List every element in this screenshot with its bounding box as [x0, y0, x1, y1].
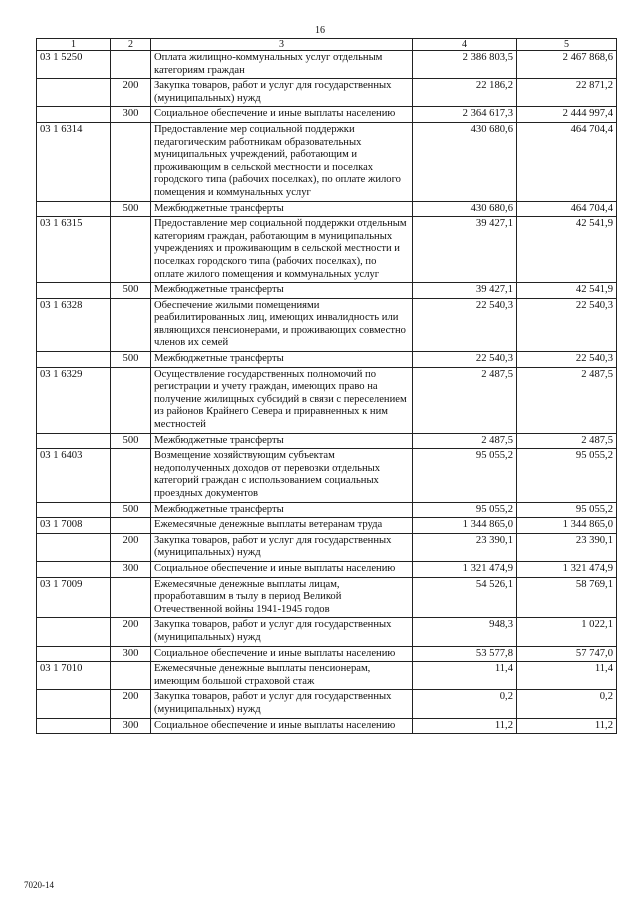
- table-row: [37, 283, 617, 299]
- expense-type-cell: [111, 217, 151, 283]
- amount-year2-cell: 2 444 997,4: [517, 107, 617, 123]
- amount-year1-cell: 11,4: [413, 662, 517, 690]
- target-code-cell: [37, 433, 111, 449]
- amount-year1-cell: 95 055,2: [413, 449, 517, 502]
- target-code-cell: [37, 533, 111, 561]
- description-cell: Ежемесячные денежные выплаты пенсионерам, имеющим большой страховой стаж: [151, 662, 413, 690]
- table-header-row: [37, 39, 617, 51]
- expense-type-cell: 200: [111, 533, 151, 561]
- target-code-cell: [37, 618, 111, 646]
- table-row: [37, 79, 617, 107]
- target-code-cell: 03 1 6403: [37, 449, 111, 502]
- description-cell: Возмещение хозяйствующим субъектам недополученных доходов от перевозки отдельных категорий граждан с использованием социальных проездных документов: [151, 449, 413, 502]
- expense-type-cell: [111, 662, 151, 690]
- target-code-cell: [37, 690, 111, 718]
- description-cell: Осуществление государственных полномочий по регистрации и учету граждан, имеющих право на получение жилищных субсидий в связи с переселением из районов Крайнего Севера и приравненных к ним местностей: [151, 367, 413, 433]
- target-code-cell: [37, 79, 111, 107]
- amount-year2-cell: 464 704,4: [517, 201, 617, 217]
- table-row: [37, 201, 617, 217]
- table-row: [37, 298, 617, 351]
- amount-year1-cell: 2 487,5: [413, 367, 517, 433]
- description-cell: Обеспечение жилыми помещениями реабилитированных лиц, имеющих инвалидность или являющихся пенсионерами, и проживающих совместно членов их семей: [151, 298, 413, 351]
- amount-year2-cell: 42 541,9: [517, 217, 617, 283]
- expense-type-cell: [111, 449, 151, 502]
- description-cell: Социальное обеспечение и иные выплаты населению: [151, 646, 413, 662]
- description-cell: Закупка товаров, работ и услуг для государственных (муниципальных) нужд: [151, 690, 413, 718]
- amount-year1-cell: 22 540,3: [413, 352, 517, 368]
- table-row: [37, 618, 617, 646]
- amount-year1-cell: 39 427,1: [413, 217, 517, 283]
- table-row: [37, 107, 617, 123]
- target-code-cell: 03 1 7010: [37, 662, 111, 690]
- target-code-cell: [37, 283, 111, 299]
- description-cell: Социальное обеспечение и иные выплаты населению: [151, 561, 413, 577]
- expense-type-cell: 200: [111, 618, 151, 646]
- header-col-1: 1: [37, 39, 111, 51]
- expense-type-cell: 500: [111, 201, 151, 217]
- table-row: [37, 367, 617, 433]
- target-code-cell: 03 1 6315: [37, 217, 111, 283]
- header-col-3: 3: [151, 39, 413, 51]
- amount-year1-cell: 2 386 803,5: [413, 51, 517, 79]
- amount-year1-cell: 95 055,2: [413, 502, 517, 518]
- table-row: [37, 690, 617, 718]
- expense-type-cell: 500: [111, 283, 151, 299]
- amount-year1-cell: 1 344 865,0: [413, 518, 517, 534]
- amount-year1-cell: 0,2: [413, 690, 517, 718]
- amount-year1-cell: 23 390,1: [413, 533, 517, 561]
- amount-year1-cell: 1 321 474,9: [413, 561, 517, 577]
- description-cell: Ежемесячные денежные выплаты ветеранам труда: [151, 518, 413, 534]
- description-cell: Оплата жилищно-коммунальных услуг отдельным категориям граждан: [151, 51, 413, 79]
- table-row: [37, 646, 617, 662]
- expense-type-cell: 300: [111, 646, 151, 662]
- amount-year2-cell: 22 871,2: [517, 79, 617, 107]
- amount-year1-cell: 54 526,1: [413, 577, 517, 618]
- footer-code: 7020-14: [24, 880, 54, 890]
- description-cell: Социальное обеспечение и иные выплаты населению: [151, 107, 413, 123]
- amount-year2-cell: 57 747,0: [517, 646, 617, 662]
- amount-year2-cell: 95 055,2: [517, 449, 617, 502]
- target-code-cell: [37, 718, 111, 734]
- expense-type-cell: [111, 518, 151, 534]
- amount-year1-cell: 430 680,6: [413, 201, 517, 217]
- target-code-cell: [37, 352, 111, 368]
- table-row: [37, 518, 617, 534]
- description-cell: Закупка товаров, работ и услуг для государственных (муниципальных) нужд: [151, 533, 413, 561]
- expense-type-cell: [111, 367, 151, 433]
- table-row: [37, 122, 617, 201]
- amount-year2-cell: 1 321 474,9: [517, 561, 617, 577]
- table-row: [37, 718, 617, 734]
- header-col-4: 4: [413, 39, 517, 51]
- target-code-cell: [37, 107, 111, 123]
- budget-table: [36, 38, 617, 734]
- target-code-cell: 03 1 5250: [37, 51, 111, 79]
- expense-type-cell: 200: [111, 79, 151, 107]
- amount-year2-cell: 11,2: [517, 718, 617, 734]
- amount-year2-cell: 0,2: [517, 690, 617, 718]
- header-col-5: 5: [517, 39, 617, 51]
- target-code-cell: 03 1 7009: [37, 577, 111, 618]
- amount-year2-cell: 22 540,3: [517, 352, 617, 368]
- expense-type-cell: 300: [111, 561, 151, 577]
- amount-year2-cell: 2 487,5: [517, 367, 617, 433]
- expense-type-cell: 500: [111, 433, 151, 449]
- description-cell: Межбюджетные трансферты: [151, 283, 413, 299]
- table-row: [37, 433, 617, 449]
- header-col-2: 2: [111, 39, 151, 51]
- target-code-cell: [37, 502, 111, 518]
- description-cell: Закупка товаров, работ и услуг для государственных (муниципальных) нужд: [151, 79, 413, 107]
- amount-year2-cell: 11,4: [517, 662, 617, 690]
- amount-year2-cell: 23 390,1: [517, 533, 617, 561]
- description-cell: Социальное обеспечение и иные выплаты населению: [151, 718, 413, 734]
- table-row: [37, 352, 617, 368]
- target-code-cell: [37, 561, 111, 577]
- page-number: 16: [315, 25, 325, 36]
- description-cell: Межбюджетные трансферты: [151, 433, 413, 449]
- amount-year2-cell: 58 769,1: [517, 577, 617, 618]
- amount-year2-cell: 2 487,5: [517, 433, 617, 449]
- table-row: [37, 561, 617, 577]
- amount-year2-cell: 22 540,3: [517, 298, 617, 351]
- description-cell: Закупка товаров, работ и услуг для государственных (муниципальных) нужд: [151, 618, 413, 646]
- amount-year2-cell: 42 541,9: [517, 283, 617, 299]
- expense-type-cell: 500: [111, 502, 151, 518]
- target-code-cell: 03 1 6314: [37, 122, 111, 201]
- amount-year1-cell: 2 364 617,3: [413, 107, 517, 123]
- table-row: [37, 51, 617, 79]
- amount-year2-cell: 95 055,2: [517, 502, 617, 518]
- amount-year1-cell: 11,2: [413, 718, 517, 734]
- description-cell: Межбюджетные трансферты: [151, 201, 413, 217]
- description-cell: Межбюджетные трансферты: [151, 502, 413, 518]
- amount-year1-cell: 22 186,2: [413, 79, 517, 107]
- expense-type-cell: 200: [111, 690, 151, 718]
- table-row: [37, 533, 617, 561]
- amount-year2-cell: 2 467 868,6: [517, 51, 617, 79]
- amount-year2-cell: 1 344 865,0: [517, 518, 617, 534]
- table-row: [37, 217, 617, 283]
- amount-year1-cell: 39 427,1: [413, 283, 517, 299]
- amount-year1-cell: 430 680,6: [413, 122, 517, 201]
- expense-type-cell: [111, 51, 151, 79]
- amount-year2-cell: 464 704,4: [517, 122, 617, 201]
- expense-type-cell: 500: [111, 352, 151, 368]
- expense-type-cell: 300: [111, 718, 151, 734]
- table-row: [37, 662, 617, 690]
- description-cell: Предоставление мер социальной поддержки педагогическим работникам образовательных муниципальных учреждений, работающим и проживающим в сельской местности и поселках городского типа (рабочих поселках), по оплате жилого помещения и коммунальных услуг: [151, 122, 413, 201]
- expense-type-cell: [111, 298, 151, 351]
- expense-type-cell: 300: [111, 107, 151, 123]
- expense-type-cell: [111, 122, 151, 201]
- target-code-cell: 03 1 7008: [37, 518, 111, 534]
- table-row: [37, 502, 617, 518]
- table-body: [37, 51, 617, 734]
- amount-year2-cell: 1 022,1: [517, 618, 617, 646]
- description-cell: Предоставление мер социальной поддержки отдельным категориям граждан, работающим в муниципальных учреждениях и проживающим в сельской местности и поселках городского типа (рабочих поселках), по оплате жилого помещения и коммунальных услуг: [151, 217, 413, 283]
- target-code-cell: 03 1 6328: [37, 298, 111, 351]
- amount-year1-cell: 948,3: [413, 618, 517, 646]
- target-code-cell: [37, 646, 111, 662]
- table-row: [37, 449, 617, 502]
- expense-type-cell: [111, 577, 151, 618]
- table-row: [37, 577, 617, 618]
- amount-year1-cell: 22 540,3: [413, 298, 517, 351]
- amount-year1-cell: 2 487,5: [413, 433, 517, 449]
- amount-year1-cell: 53 577,8: [413, 646, 517, 662]
- description-cell: Межбюджетные трансферты: [151, 352, 413, 368]
- target-code-cell: 03 1 6329: [37, 367, 111, 433]
- description-cell: Ежемесячные денежные выплаты лицам, проработавшим в тылу в период Великой Отечественной войны 1941-1945 годов: [151, 577, 413, 618]
- target-code-cell: [37, 201, 111, 217]
